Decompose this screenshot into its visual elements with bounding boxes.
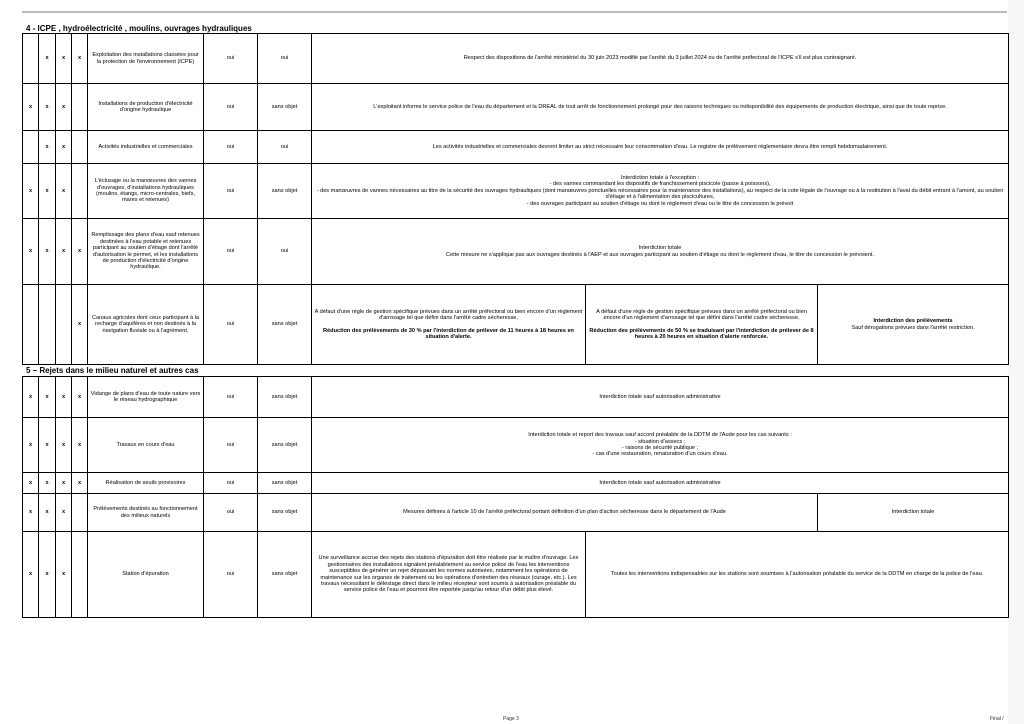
mark-cell — [39, 285, 56, 365]
table-row — [23, 34, 1009, 84]
measure-cell: Interdiction totale sauf autorisation administrative — [312, 377, 1009, 418]
mark-cell: x — [39, 473, 56, 494]
mark-cell — [23, 34, 39, 84]
mark-cell: x — [39, 164, 56, 219]
table-row — [23, 494, 1009, 532]
activity-cell: Vidange de plans d'eau de toute nature vers le réseau hydrographique — [88, 377, 204, 418]
mark-cell: x — [56, 164, 72, 219]
table-row — [23, 285, 1009, 365]
footer-right: Final / — [990, 716, 1004, 722]
crise-cell — [818, 285, 1009, 365]
measure-bold: Réduction des prélèvements de 30 % par l'interdiction de prélever de 11 heures à 18 heures en situation d'alerte. — [323, 327, 574, 340]
col-a-cell: oui — [204, 494, 258, 532]
table-row — [23, 532, 1009, 618]
col-a-cell: oui — [204, 377, 258, 418]
section-4-title: 4 - ICPE , hydroélectricité , moulins, ouvrages hydrauliques — [26, 24, 252, 33]
measure-text: A défaut d'une règle de gestion spécifique prévues dans un arrêté préfectoral ou bien encore d'un règlement d'arrosage tel que défini dans l'arrêté cadre sécheresse, — [596, 308, 807, 322]
table-row — [23, 131, 1009, 164]
col-b-cell: sans objet — [258, 494, 312, 532]
alerte-cell — [312, 285, 586, 365]
mark-cell — [23, 131, 39, 164]
measure-cell: Les activités industrielles et commerciales devront limiter au strict nécessaire leur consommation d'eau. Le registre de prélèvement réglementaire devra être rempli hebdomadairement. — [312, 131, 1009, 164]
measure-cell — [312, 219, 1009, 285]
measure-cell: L'exploitant informe le service police de l'eau du département et la DREAL de tout arrêt de fonctionnement prolongé pour des raisons techniques ou indisponibilité des équipements de production électrique, ainsi que de toute reprise. — [312, 84, 1009, 131]
activity-cell: Activités industrielles et commerciales — [88, 131, 204, 164]
mark-cell: x — [56, 34, 72, 84]
mark-cell: x — [39, 494, 56, 532]
activity-cell: Canaux agricoles dont ceux participant à la recharge d'aquifères et non destinés à la navigation fluviale ou à l'agrément. — [88, 285, 204, 365]
mark-cell: x — [23, 84, 39, 131]
mark-cell: x — [39, 131, 56, 164]
mark-cell: x — [39, 377, 56, 418]
measure-text: A défaut d'une règle de gestion spécifique prévues dans un arrêté préfectoral ou bien encore d'un règlement d'arrosage tel que défini dans l'arrêté cadre sécheresse, — [314, 308, 583, 322]
measure-cell: Interdiction totale sauf autorisation administrative — [312, 473, 1009, 494]
measure-cell: Respect des dispositions de l'arrêté ministériel du 30 juin 2023 modifié par l'arrêté du 3 juillet 2024 ou de l'arrêté préfectoral de l'ICPE s'il est plus contraignant. — [312, 34, 1009, 84]
mark-cell: x — [56, 494, 72, 532]
table-row — [23, 219, 1009, 285]
mark-cell: x — [39, 532, 56, 618]
mark-cell: x — [23, 164, 39, 219]
activity-cell: Prélèvements destinés au fonctionnement des milieux naturels — [88, 494, 204, 532]
mark-cell: x — [39, 219, 56, 285]
col-a-cell: oui — [204, 418, 258, 473]
mark-cell: x — [39, 84, 56, 131]
col-b-cell: sans objet — [258, 377, 312, 418]
mark-cell: x — [56, 219, 72, 285]
section-5-title: 5 – Rejets dans le milieu naturel et autres cas — [26, 366, 199, 375]
col-b-cell: sans objet — [258, 285, 312, 365]
measure-line: Interdiction totale et report des travaux sauf accord préalable de la DDTM de l'Aude pour les cas suivants : — [528, 432, 792, 439]
mark-cell: x — [56, 131, 72, 164]
mark-cell: x — [23, 377, 39, 418]
mark-cell: x — [23, 473, 39, 494]
section-4-table — [22, 33, 1009, 365]
page-number: Page 3 — [503, 716, 519, 722]
measure-line: Interdiction totale — [638, 245, 682, 252]
mark-cell: x — [72, 377, 88, 418]
measure-line: Interdiction totale à l'exception : — [620, 174, 700, 181]
measure-line: Cette mesure ne s'applique pas aux ouvrages destinés à l'AEP et aux ouvrages participant au soutien d'étiage ou dont le règlement d'eau, le titre de concession le prévoient. — [446, 251, 875, 258]
col-a-cell: oui — [204, 473, 258, 494]
mark-cell: x — [72, 285, 88, 365]
measure-cell — [312, 164, 1009, 219]
mark-cell: x — [56, 532, 72, 618]
mark-cell: x — [56, 84, 72, 131]
measure-line: - cas d'une restauration, renaturation d'un cours d'eau. — [592, 451, 728, 458]
measure-cell: Mesures définies à l'article 10 de l'arrêté préfectoral portant définition d'un plan d'action sécheresse dans le département de l'Aude — [312, 494, 818, 532]
col-b-cell: sans objet — [258, 473, 312, 494]
mark-cell: x — [23, 532, 39, 618]
measure-cell: Une surveillance accrue des rejets des stations d'épuration doit être réalisée par le maître d'ouvrage. Les gestionnaires des installations signalent préalablement au service police de l'eau les interventions susceptibles de générer un rejet dépassant les normes autorisées, notamment les opérations de maintenance sur les organes de traitement ou les opérations d'entretien des réseaux (curage, etc.). Les travaux nécessitant le délestage direct dans le milieu récepteur sont soumis à autorisation préalable du service police de l'eau et pourront être reportée jusqu'au retour d'un débit plus élevé. — [312, 532, 586, 618]
measure-cell: Interdiction totale — [818, 494, 1009, 532]
col-b-cell: oui — [258, 131, 312, 164]
activity-cell: Réalisation de seuils provisoires — [88, 473, 204, 494]
mark-cell — [72, 84, 88, 131]
activity-cell: Remplissage des plans d'eau sauf retenues destinées à l'eau potable et retenues participant au soutien d'étiage dont l'arrêté d'autorisation le permet, et les installations de production d'électricité d'origine hydraulique. — [88, 219, 204, 285]
mark-cell: x — [23, 494, 39, 532]
col-a-cell: oui — [204, 131, 258, 164]
col-a-cell: oui — [204, 84, 258, 131]
measure-line: - des ouvrages participant au soutien d'étiage ou dont le règlement d'eau ou le titre de concession le prévoit — [526, 200, 794, 207]
top-rule — [22, 11, 1007, 13]
mark-cell: x — [39, 34, 56, 84]
mark-cell: x — [56, 473, 72, 494]
measure-line: - des manœuvres de vannes nécessaires au titre de la sécurité des ouvrages hydrauliques (dont manœuvres ponctuelles nécessaires pour la maintenance des installations), au respect de la cote légale de l'ouvrage ou à la restitution à l'aval du débit entrant à l'amont, au soutien d'étiage et à l'alimentation des piscicultures, — [316, 187, 1004, 201]
col-a-cell: oui — [204, 285, 258, 365]
mark-cell — [72, 164, 88, 219]
measure-cell — [312, 418, 1009, 473]
table-row — [23, 377, 1009, 418]
mark-cell — [72, 131, 88, 164]
col-b-cell: oui — [258, 219, 312, 285]
table-row — [23, 473, 1009, 494]
mark-cell: x — [72, 418, 88, 473]
section-5-table — [22, 376, 1009, 618]
measure-text: Sauf dérogations prévues dans l'arrêté restriction. — [851, 324, 975, 331]
col-b-cell: sans objet — [258, 164, 312, 219]
measure-line: - situation d'assecs ; — [634, 438, 686, 445]
measure-bold: Interdiction des prélèvements — [873, 318, 953, 325]
measure-cell: Toutes les interventions indispensables sur les stations sont soumises à l'autorisation préalable du service de la DDTM en charge de la police de l'eau. — [586, 532, 1009, 618]
mark-cell: x — [72, 473, 88, 494]
mark-cell: x — [23, 219, 39, 285]
col-b-cell: sans objet — [258, 84, 312, 131]
mark-cell: x — [72, 219, 88, 285]
col-a-cell: oui — [204, 532, 258, 618]
mark-cell: x — [72, 34, 88, 84]
measure-line: - raisons de sécurité publique ; — [621, 445, 699, 451]
mark-cell — [23, 285, 39, 365]
col-a-cell: oui — [204, 219, 258, 285]
activity-cell: Station d'épuration — [88, 532, 204, 618]
mark-cell — [72, 494, 88, 532]
activity-cell: Exploitation des installations classées pour la protection de l'environnement (ICPE) — [88, 34, 204, 84]
col-b-cell: oui — [258, 34, 312, 84]
table-row — [23, 418, 1009, 473]
activity-cell: Installations de production d'électricité d'origine hydraulique — [88, 84, 204, 131]
measure-bold: Réduction des prélèvements de 50 % se traduisant par l'interdiction de prélever de 8 heures à 20 heures en situation d'alerte renforcée. — [589, 327, 814, 340]
page-edge — [1008, 0, 1024, 724]
mark-cell — [72, 532, 88, 618]
col-b-cell: sans objet — [258, 532, 312, 618]
col-a-cell: oui — [204, 34, 258, 84]
table-row — [23, 164, 1009, 219]
col-a-cell: oui — [204, 164, 258, 219]
measure-line: - des vannes commandant les dispositifs de franchissement piscicole (passe à poissons), — [549, 181, 771, 188]
mark-cell — [56, 285, 72, 365]
table-row — [23, 84, 1009, 131]
mark-cell: x — [56, 418, 72, 473]
activity-cell: Travaux en cours d'eau — [88, 418, 204, 473]
mark-cell: x — [39, 418, 56, 473]
alerte-renforcee-cell — [586, 285, 818, 365]
mark-cell: x — [23, 418, 39, 473]
activity-cell: L'éclusage ou la manœuvres des vannes d'ouvrages, d'installations hydrauliques (moulins, étangs, micro-centrales, biefs, mares et retenues) — [88, 164, 204, 219]
mark-cell: x — [56, 377, 72, 418]
col-b-cell: sans objet — [258, 418, 312, 473]
